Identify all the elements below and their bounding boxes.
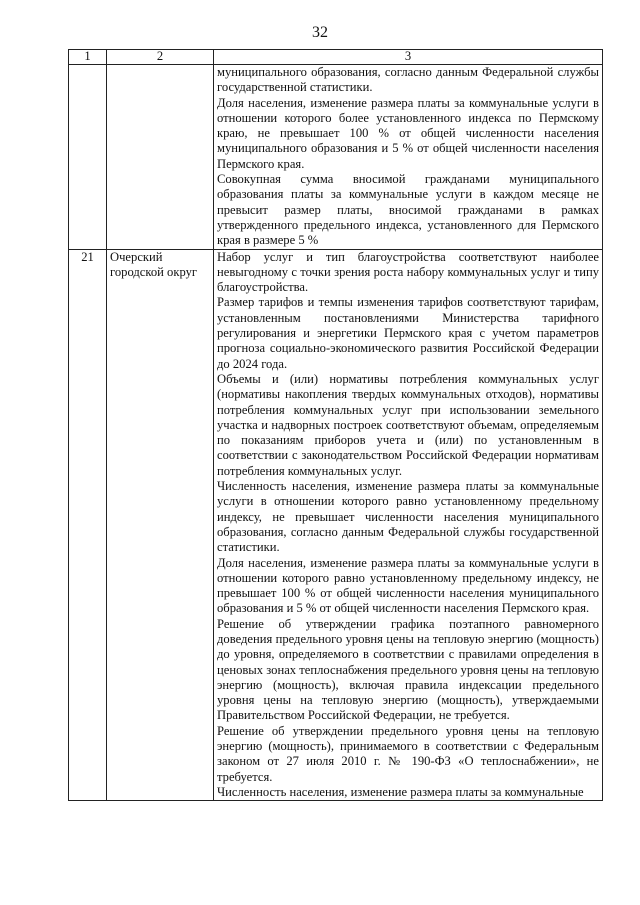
criteria-paragraph: Численность населения, изменение размера платы за коммунальные услуги в отношении которого равно установленному предельному индексу, не превышает численности населения муниципального образования, согласно данным Федеральной службы государственной статистики. xyxy=(217,479,599,555)
column-header-1: 1 xyxy=(69,50,107,65)
row-number: 21 xyxy=(69,249,107,801)
municipality-name xyxy=(107,65,214,250)
criteria-paragraph: Решение об утверждении графика поэтапного равномерного доведения предельного уровня цены на тепловую энергию (мощность) до уровня, определяемого в соответствии с правилами определения в ценовых зонах теплоснабжения предельного уровня цены на тепловую энергию (мощность), включая правила индексации предельного уровня цены на тепловую энергию (мощность), утверждаемыми Правительством Российской Федерации, не требуется. xyxy=(217,616,599,723)
criteria-cell xyxy=(214,65,603,250)
column-header-2: 2 xyxy=(107,50,214,65)
criteria-paragraph: Доля населения, изменение размера платы за коммунальные услуги в отношении которого более установленного индекса по Пермскому краю, не превышает 100 % от общей численности населения муниципального образования и 5 % от общей численности населения Пермского края. xyxy=(217,95,599,171)
criteria-cell xyxy=(214,249,603,801)
document-table xyxy=(68,49,603,801)
criteria-paragraph: Доля населения, изменение размера платы за коммунальные услуги в отношении которого равно установленному предельному индексу, не превышает 100 % от общей численности населения муниципального образования и 5 % от общей численности населения Пермского края. xyxy=(217,555,599,616)
criteria-paragraph: Решение об утверждении предельного уровня цены на тепловую энергию (мощность), принимаемого в соответствии с Федеральным законом от 27 июля 2010 г. № 190-ФЗ «О теплоснабжении», не требуется. xyxy=(217,723,599,784)
table-row-continuation xyxy=(69,65,603,250)
municipality-name: Очерский городской округ xyxy=(107,249,214,801)
criteria-paragraph: Набор услуг и тип благоустройства соответствуют наиболее невыгодному с точки зрения роста набору коммунальных услуг и типу благоустройства. xyxy=(217,249,599,295)
table-row-21 xyxy=(69,249,603,801)
criteria-paragraph: Размер тарифов и темпы изменения тарифов соответствуют тарифам, установленным постановлениями Министерства тарифного регулирования и энергетики Пермского края с учетом параметров прогноза социально-экономического развития Российской Федерации до 2024 года. xyxy=(217,295,599,371)
row-number xyxy=(69,65,107,250)
criteria-paragraph: муниципального образования, согласно данным Федеральной службы государственной статистики. xyxy=(217,65,599,95)
table-header-row xyxy=(69,50,603,65)
criteria-paragraph: Численность населения, изменение размера платы за коммунальные xyxy=(217,784,584,799)
criteria-paragraph: Объемы и (или) нормативы потребления коммунальных услуг (нормативы накопления твердых коммунальных отходов), нормативы потребления коммунальных услуг при использовании земельного участка и надворных построек соответствуют объемам, определяемым по показаниям приборов учета и (или) по установленным в соответствии с законодательством Российской Федерации нормативам потребления коммунальных услуг. xyxy=(217,371,599,478)
page-number: 32 xyxy=(312,24,328,41)
column-header-3: 3 xyxy=(214,50,603,65)
criteria-paragraph: Совокупная сумма вносимой гражданами муниципального образования платы за коммунальные услуги в каждом месяце не превысит размер платы, вносимой гражданами в рамках утвержденного предельного индекса, установленного для Пермского края в размере 5 % xyxy=(217,172,599,248)
